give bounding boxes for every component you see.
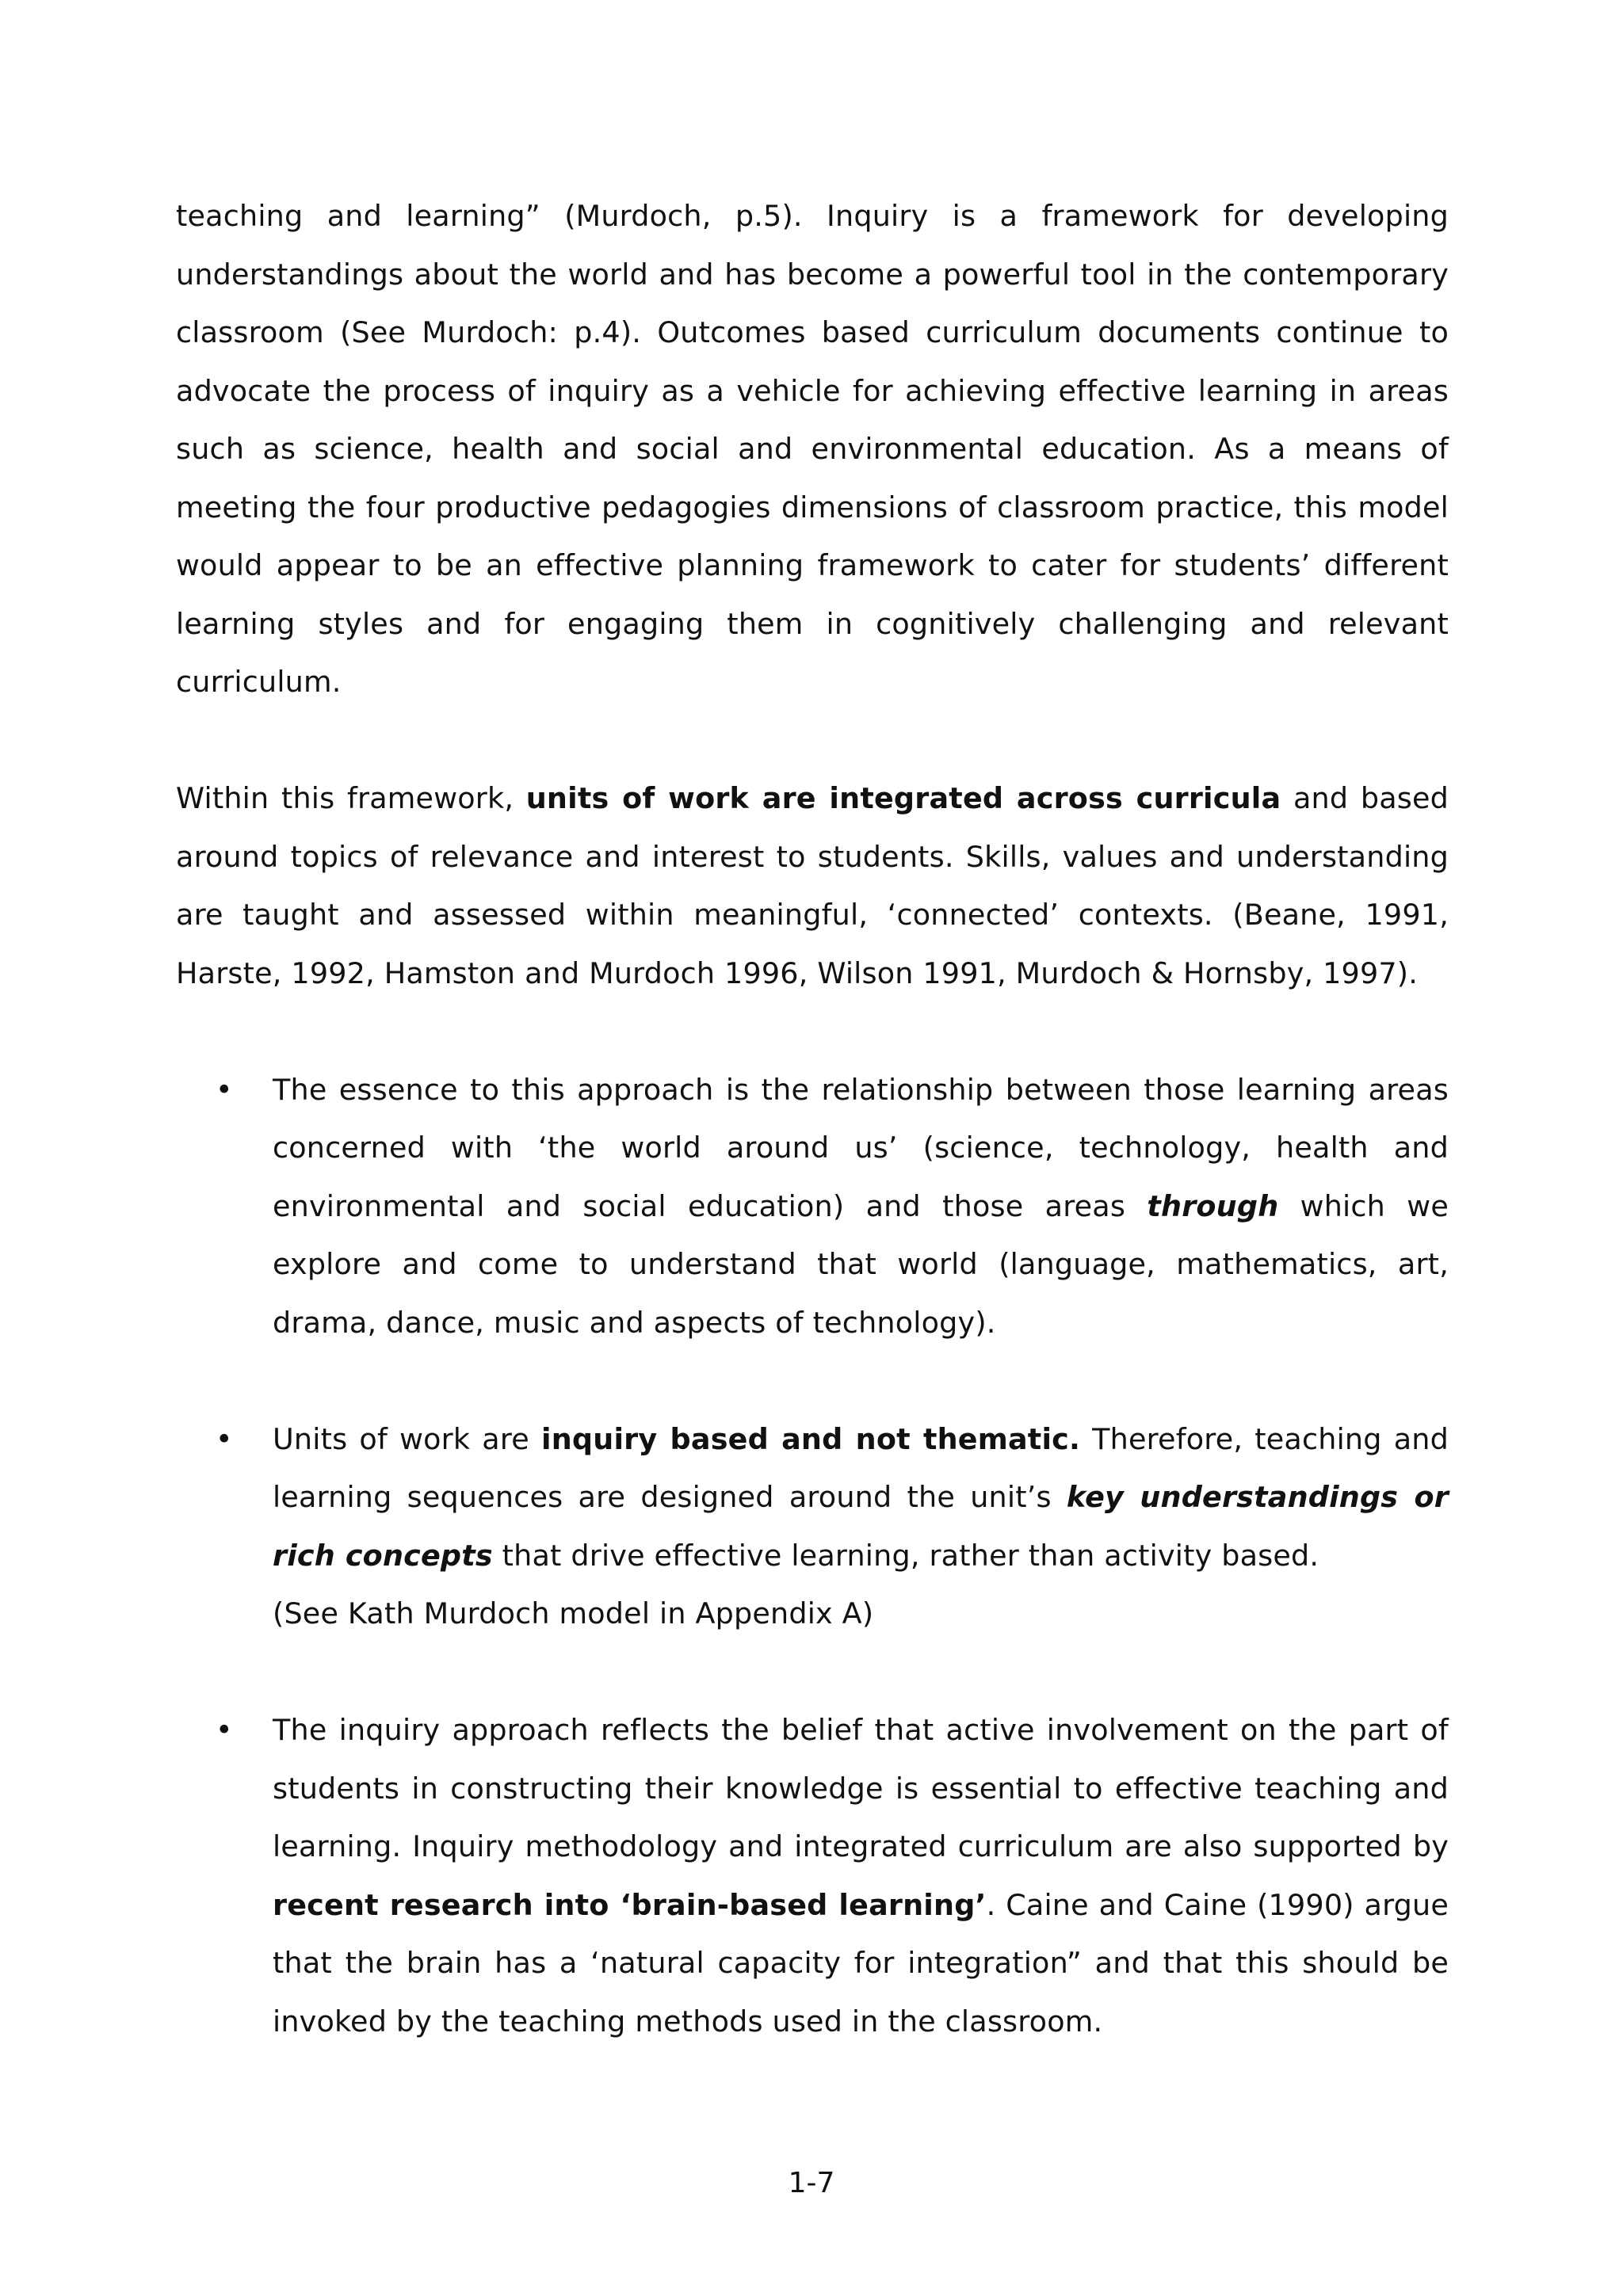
bullet-icon: •: [216, 1713, 233, 1747]
paragraph-1: teaching and learning” (Murdoch, p.5). Inquiry is a framework for developing understandings about the world and has become a powerful tool in the contemporary classroom (See Murdoch: p.4). Outcomes based curriculum documents continue to advocate the process of inquiry as a vehicle for achieving effective learning in areas such as science, health and social and environmental education. As a means of meeting the four productive pedagogies dimensions of classroom practice, this model would appear to be an effective planning framework to cater for students’ different learning styles and for engaging them in cognitively challenging and relevant curriculum.: [176, 199, 1449, 699]
bullet-item-1: [176, 1061, 1449, 1352]
bullet-3-bold: recent research into ‘brain-based learning’: [273, 1887, 987, 1922]
page-number: 1-7: [788, 2167, 835, 2199]
page-body: [176, 187, 1449, 2050]
bullet-2-appendix-note: (See Kath Murdoch model in Appendix A): [273, 1596, 874, 1630]
bullet-2-text-middle: Therefore, teaching and learning sequences are designed around the unit’s: [273, 1421, 1449, 1514]
bullet-item-3: [176, 1701, 1449, 2050]
paragraph-2-text-start: Within this framework,: [176, 781, 526, 815]
bullet-2-bold: inquiry based and not thematic.: [541, 1421, 1081, 1456]
bullet-2-text-start: Units of work are: [273, 1421, 542, 1456]
paragraph-2-text-end: and based around topics of relevance and interest to students. Skills, values and understanding are taught and assessed within meaningful, ‘connected’ contexts. (Beane, 1991, Harste, 1992, Hamston and Murdoch 1996, Wilson 1991, Murdoch & Hornsby, 1997).: [176, 781, 1449, 990]
bullet-icon: •: [216, 1421, 233, 1456]
bullet-2-text-end: that drive effective learning, rather than activity based.: [492, 1538, 1319, 1573]
bullet-1-text-end: which we explore and come to understand that world (language, mathematics, art, drama, dance, music and aspects of technology).: [273, 1188, 1449, 1340]
bullet-1-text-start: The essence to this approach is the relationship between those learning areas concerned with ‘the world around us’ (science, technology, health and environmental and social education) and those areas: [273, 1072, 1449, 1223]
bullet-item-2: [176, 1410, 1449, 1643]
bullet-2-emphasis: key understandings or rich concepts: [273, 1480, 1449, 1573]
bullet-list: [176, 1061, 1449, 2051]
bullet-3-text-end: . Caine and Caine (1990) argue that the brain has a ‘natural capacity for integration” and that this should be invoked by the teaching methods used in the classroom.: [273, 1887, 1449, 2039]
paragraph-2-emphasis: units of work are integrated across curricula: [525, 781, 1281, 815]
bullet-3-text-start: The inquiry approach reflects the belief that active involvement on the part of students in constructing their knowledge is essential to effective teaching and learning. Inquiry methodology and integrated curriculum are also supported by: [273, 1713, 1449, 1863]
bullet-1-emphasis: through: [1147, 1188, 1279, 1223]
paragraph-2: [176, 769, 1449, 1002]
bullet-icon: •: [216, 1072, 233, 1107]
